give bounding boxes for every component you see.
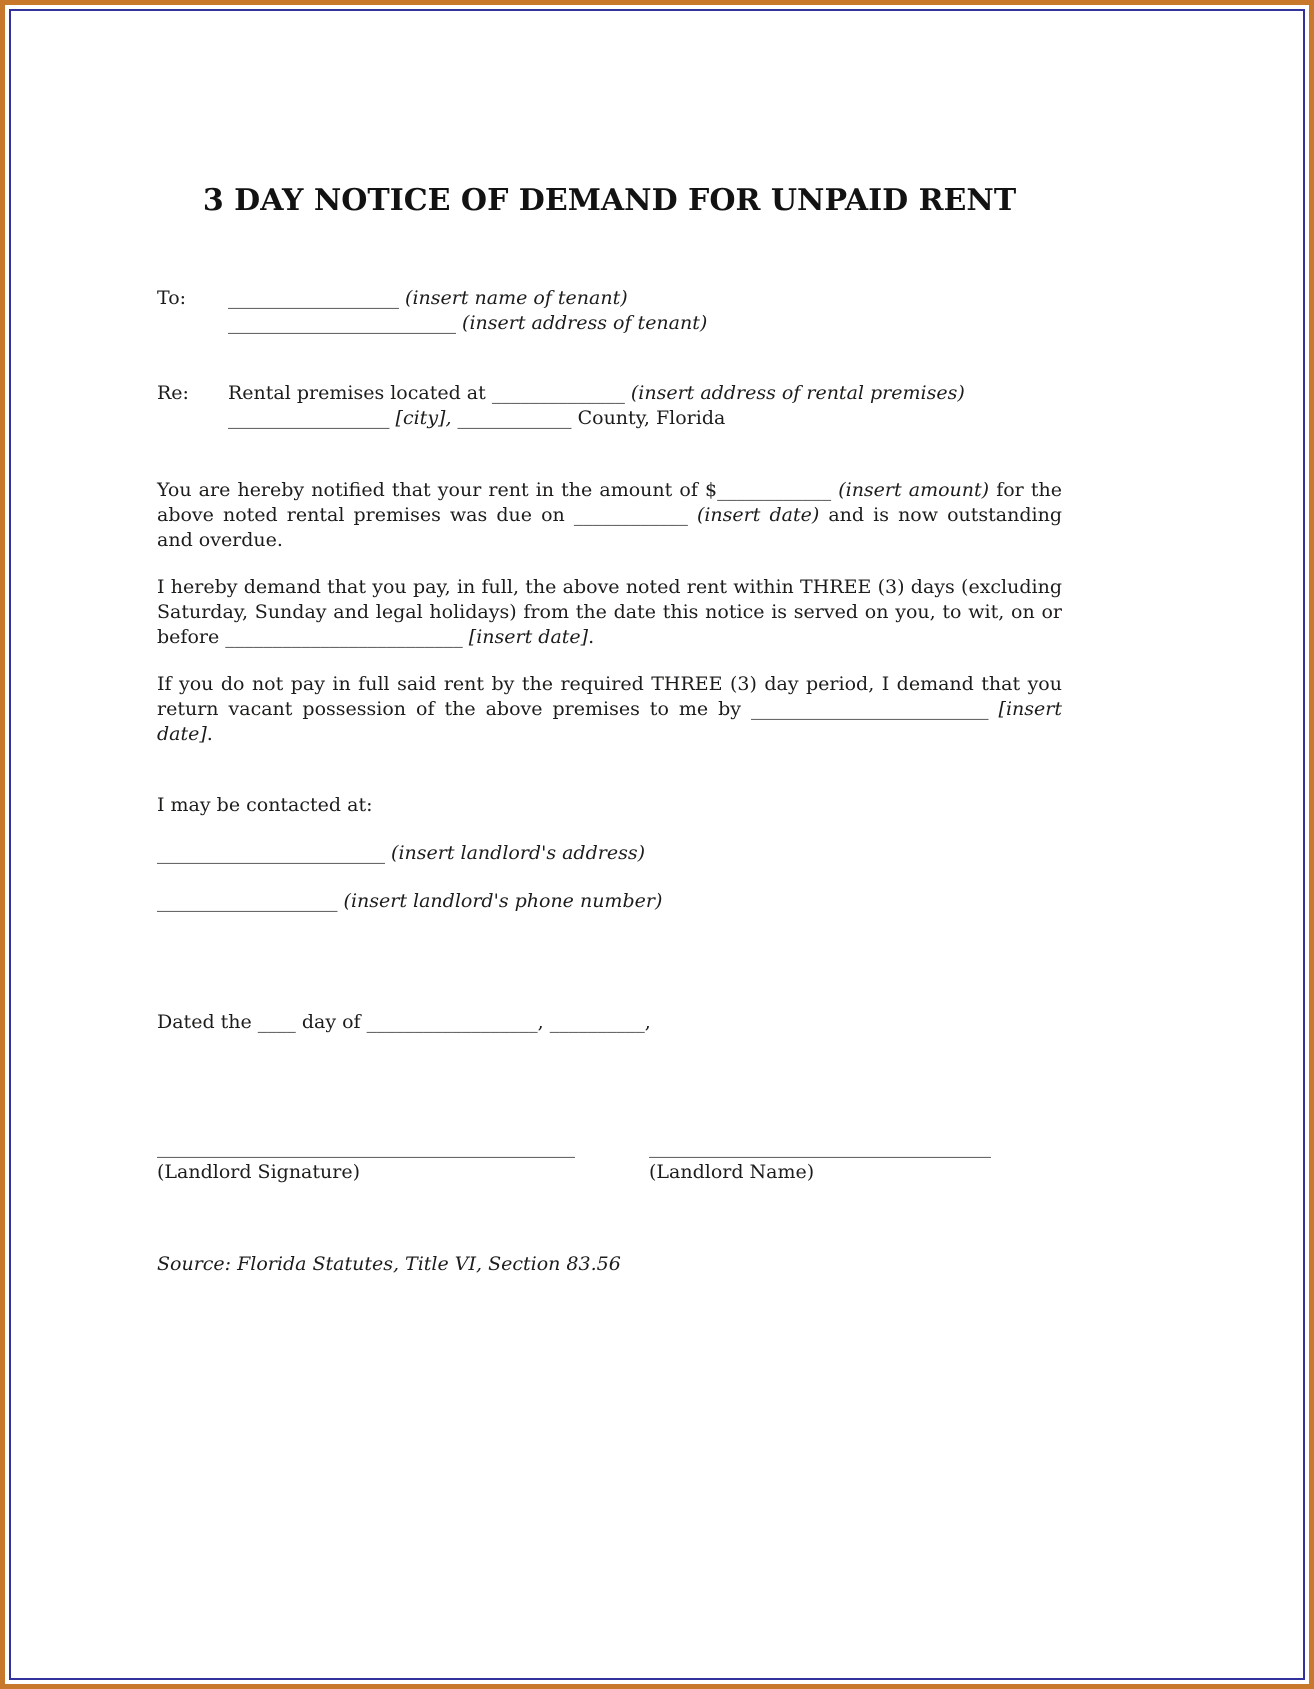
landlord-phone-blank: ___________________ xyxy=(157,890,338,912)
re-label: Re: xyxy=(157,382,189,404)
p2-period: . xyxy=(588,626,595,648)
insert-date-note-1: (insert date) xyxy=(696,504,820,526)
tenant-address-blank: ________________________ xyxy=(228,312,456,334)
name-column xyxy=(649,1135,1062,1185)
landlord-signature-line: ____________________________________________ xyxy=(157,1136,575,1158)
p2-text-1: I hereby demand that you pay, in full, the above noted rent within THREE (3) days (excluding Saturday, Sunday and legal holidays) from the date this notice is served on you, to wit, on or before _________________________ xyxy=(157,576,1062,648)
insert-date-note-2: [insert date] xyxy=(468,626,589,648)
landlord-address-line xyxy=(157,841,1062,866)
rental-address-blank: ______________ xyxy=(491,382,625,404)
insert-date-note-3: [insert date] xyxy=(157,698,1062,745)
p3-period: . xyxy=(206,723,213,745)
signature-column xyxy=(157,1135,649,1185)
contact-intro: I may be contacted at: xyxy=(157,794,373,816)
page-title: 3 DAY NOTICE OF DEMAND FOR UNPAID RENT xyxy=(202,183,1017,218)
to-label: To: xyxy=(157,287,187,309)
paragraph-vacate xyxy=(157,672,1062,747)
landlord-phone-note: (insert landlord's phone number) xyxy=(343,890,663,912)
to-line-2 xyxy=(228,311,1062,336)
county-state-text: County, Florida xyxy=(577,407,726,429)
p1-text-2: for the above noted rental premises was due on ____________ xyxy=(157,479,1062,526)
paragraph-notice xyxy=(157,478,1062,553)
county-blank: ____________ xyxy=(457,407,572,429)
landlord-address-blank: ________________________ xyxy=(157,842,385,864)
city-blank: _________________ xyxy=(228,407,390,429)
landlord-name-line: ____________________________________ xyxy=(649,1136,991,1158)
paragraph-demand xyxy=(157,575,1062,650)
rental-address-note: (insert address of rental premises) xyxy=(630,382,965,404)
tenant-name-blank: __________________ xyxy=(228,287,399,309)
signature-row xyxy=(157,1135,1062,1185)
p1-text-3: and is now outstanding and overdue. xyxy=(157,504,1062,551)
landlord-name-label: (Landlord Name) xyxy=(649,1161,815,1183)
landlord-address-note: (insert landlord's address) xyxy=(391,842,645,864)
re-line-2 xyxy=(228,406,1062,431)
landlord-signature-label: (Landlord Signature) xyxy=(157,1161,360,1183)
p3-text-1: If you do not pay in full said rent by the required THREE (3) day period, I demand that you return vacant possession of the above premises to me by _________________________ xyxy=(157,673,1062,720)
insert-amount-note: (insert amount) xyxy=(838,479,990,501)
dated-line: Dated the ____ day of __________________, __________, xyxy=(157,1011,651,1033)
tenant-name-note: (insert name of tenant) xyxy=(405,287,628,309)
re-block xyxy=(157,381,1062,431)
re-line-1-text: Rental premises located at xyxy=(228,382,486,404)
tenant-address-note: (insert address of tenant) xyxy=(462,312,708,334)
to-block xyxy=(157,286,1062,336)
p1-text-1: You are hereby notified that your rent in the amount of $____________ xyxy=(157,479,832,501)
to-line-1 xyxy=(228,286,1062,311)
city-note: [city], xyxy=(395,407,452,429)
re-line-1 xyxy=(228,381,1062,406)
landlord-phone-line xyxy=(157,889,1062,914)
document-content xyxy=(11,11,1303,1678)
source-citation: Source: Florida Statutes, Title VI, Section 83.56 xyxy=(157,1253,621,1275)
